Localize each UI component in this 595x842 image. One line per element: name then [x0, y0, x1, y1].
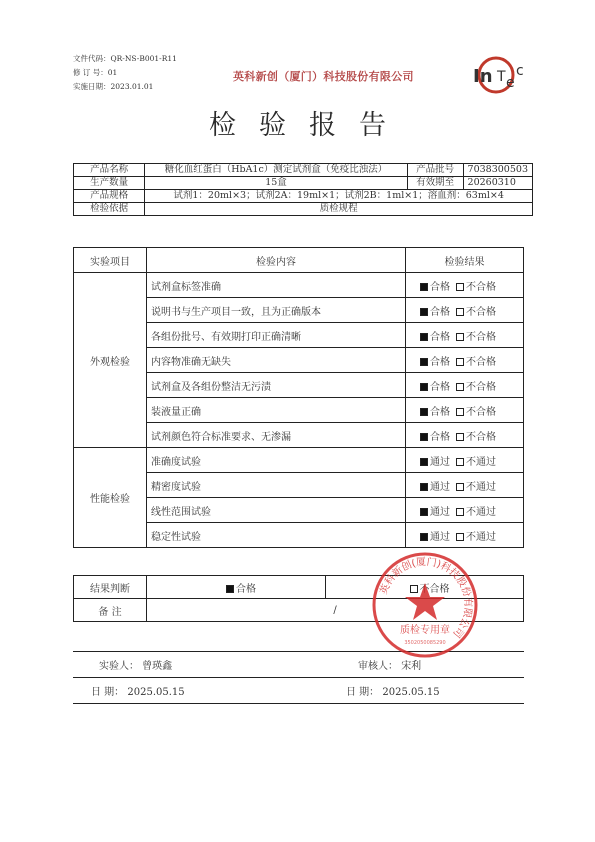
fail-label: 不通过: [466, 456, 496, 468]
result-cell: [406, 323, 524, 348]
svg-text:3502050085290: 3502050085290: [404, 640, 446, 646]
fail-label: 不合格: [466, 431, 496, 443]
remark-label: 备 注: [74, 599, 147, 622]
conclusion-label: 结果判断: [74, 576, 147, 599]
empty-box-icon: [456, 308, 464, 316]
batch-value: 7038300503: [463, 164, 532, 177]
product-name-label: 产品名称: [74, 164, 145, 177]
checked-box-icon: [420, 383, 428, 391]
checked-box-icon: [420, 483, 428, 491]
empty-box-icon: [456, 283, 464, 291]
checked-box-icon: [226, 585, 234, 593]
header-result: 检验结果: [406, 248, 524, 273]
svg-text:质检专用章: 质检专用章: [400, 625, 450, 636]
result-cell: [406, 373, 524, 398]
conclusion-pass: [147, 576, 326, 599]
checked-box-icon: [420, 358, 428, 366]
reviewer-date-cell: [328, 678, 524, 704]
checked-box-icon: [420, 458, 428, 466]
result-cell: [406, 398, 524, 423]
checked-box-icon: [420, 533, 428, 541]
empty-box-icon: [456, 333, 464, 341]
spec-label: 产品规格: [74, 190, 145, 203]
checked-box-icon: [420, 508, 428, 516]
basis-label: 检验依据: [74, 203, 145, 216]
inspection-item: 试剂盒及各组份整洁无污渍: [147, 373, 406, 398]
svg-text:e: e: [506, 75, 515, 91]
result-cell: [406, 498, 524, 523]
reviewer-label: 审核人：: [358, 661, 398, 672]
fail-label: 不合格: [466, 406, 496, 418]
empty-box-icon: [456, 408, 464, 416]
svg-text:T: T: [497, 69, 506, 85]
effective-date: 实施日期：2023.01.01: [73, 82, 154, 91]
fail-label: 不合格: [466, 381, 496, 393]
document-meta: [73, 52, 177, 94]
group-performance: 性能检验: [74, 448, 147, 548]
pass-label: 合格: [430, 331, 450, 343]
tester-label: 实验人：: [99, 661, 139, 672]
intec-logo: [470, 55, 530, 95]
inspection-item: 试剂颜色符合标准要求、无渗漏: [147, 423, 406, 448]
pass-label: 通过: [430, 456, 450, 468]
fail-label: 不通过: [466, 481, 496, 493]
empty-box-icon: [456, 433, 464, 441]
pass-label: 合格: [430, 406, 450, 418]
svg-text:c: c: [516, 63, 524, 79]
pass-label: 合格: [430, 281, 450, 293]
result-cell: [406, 448, 524, 473]
revision-number: 修 订 号：01: [73, 68, 118, 77]
result-cell: [406, 273, 524, 298]
result-cell: [406, 473, 524, 498]
empty-box-icon: [456, 358, 464, 366]
expiry-value: 20260310: [463, 177, 532, 190]
svg-text:英科新创(厦门)科技股份有限公司: 英科新创(厦门)科技股份有限公司: [378, 556, 474, 640]
result-cell: [406, 348, 524, 373]
spec-value: 试剂1：20ml×3；试剂2A：19ml×1；试剂2B：1ml×1；溶血剂：63ml×4: [145, 190, 533, 203]
fail-label: 不通过: [466, 531, 496, 543]
inspection-item: 内容物准确无缺失: [147, 348, 406, 373]
header-content: 检验内容: [147, 248, 406, 273]
product-info-table: [73, 163, 533, 216]
checked-box-icon: [420, 333, 428, 341]
pass-label: 合格: [236, 583, 256, 595]
pass-label: 合格: [430, 356, 450, 368]
date-label: 日 期：: [91, 687, 125, 698]
group-appearance: 外观检验: [74, 273, 147, 448]
inspection-item: 稳定性试验: [147, 523, 406, 548]
fail-label: 不合格: [466, 331, 496, 343]
empty-box-icon: [456, 458, 464, 466]
company-name: 英科新创（厦门）科技股份有限公司: [233, 70, 414, 83]
reviewer-name: 宋利: [401, 661, 422, 672]
inspection-table: [73, 247, 524, 548]
pass-label: 合格: [430, 431, 450, 443]
tester-date: 2025.05.15: [127, 687, 185, 698]
doc-code: 文件代码：QR-NS-B001-R11: [73, 54, 177, 63]
inspection-item: 准确度试验: [147, 448, 406, 473]
pass-label: 通过: [430, 506, 450, 518]
reviewer-date: 2025.05.15: [382, 687, 440, 698]
pass-label: 合格: [430, 306, 450, 318]
inspection-item: 装液量正确: [147, 398, 406, 423]
header-item: 实验项目: [74, 248, 147, 273]
batch-label: 产品批号: [407, 164, 463, 177]
empty-box-icon: [456, 533, 464, 541]
inspection-item: 各组份批号、有效期打印正确清晰: [147, 323, 406, 348]
fail-label: 不合格: [466, 281, 496, 293]
result-cell: [406, 423, 524, 448]
tester-date-cell: [73, 678, 328, 704]
empty-box-icon: [456, 383, 464, 391]
quantity-value: 15盒: [145, 177, 407, 190]
inspection-item: 精密度试验: [147, 473, 406, 498]
pass-label: 通过: [430, 531, 450, 543]
pass-label: 合格: [430, 381, 450, 393]
quality-inspection-seal: [370, 550, 480, 660]
checked-box-icon: [420, 308, 428, 316]
svg-text:In: In: [473, 66, 493, 87]
inspection-item: 线性范围试验: [147, 498, 406, 523]
checked-box-icon: [420, 433, 428, 441]
page-title: 检验报告: [209, 110, 409, 141]
empty-box-icon: [456, 483, 464, 491]
pass-label: 通过: [430, 481, 450, 493]
fail-label: 不合格: [466, 306, 496, 318]
tester-name: 曾瑛鑫: [142, 661, 173, 672]
basis-value: 质检规程: [145, 203, 533, 216]
product-name-value: 糖化血红蛋白（HbA1c）测定试剂盒（免疫比浊法）: [145, 164, 407, 177]
tester-cell: [73, 652, 328, 678]
checked-box-icon: [420, 283, 428, 291]
checked-box-icon: [420, 408, 428, 416]
empty-box-icon: [456, 508, 464, 516]
fail-label: 不合格: [419, 583, 450, 595]
date-label: 日 期：: [346, 687, 380, 698]
result-cell: [406, 298, 524, 323]
inspection-item: 试剂盒标签准确: [147, 273, 406, 298]
fail-label: 不通过: [466, 506, 496, 518]
inspection-item: 说明书与生产项目一致，且为正确版本: [147, 298, 406, 323]
quantity-label: 生产数量: [74, 177, 145, 190]
expiry-label: 有效期至: [407, 177, 463, 190]
remark-value: /: [147, 599, 524, 622]
result-cell: [406, 523, 524, 548]
fail-label: 不合格: [466, 356, 496, 368]
